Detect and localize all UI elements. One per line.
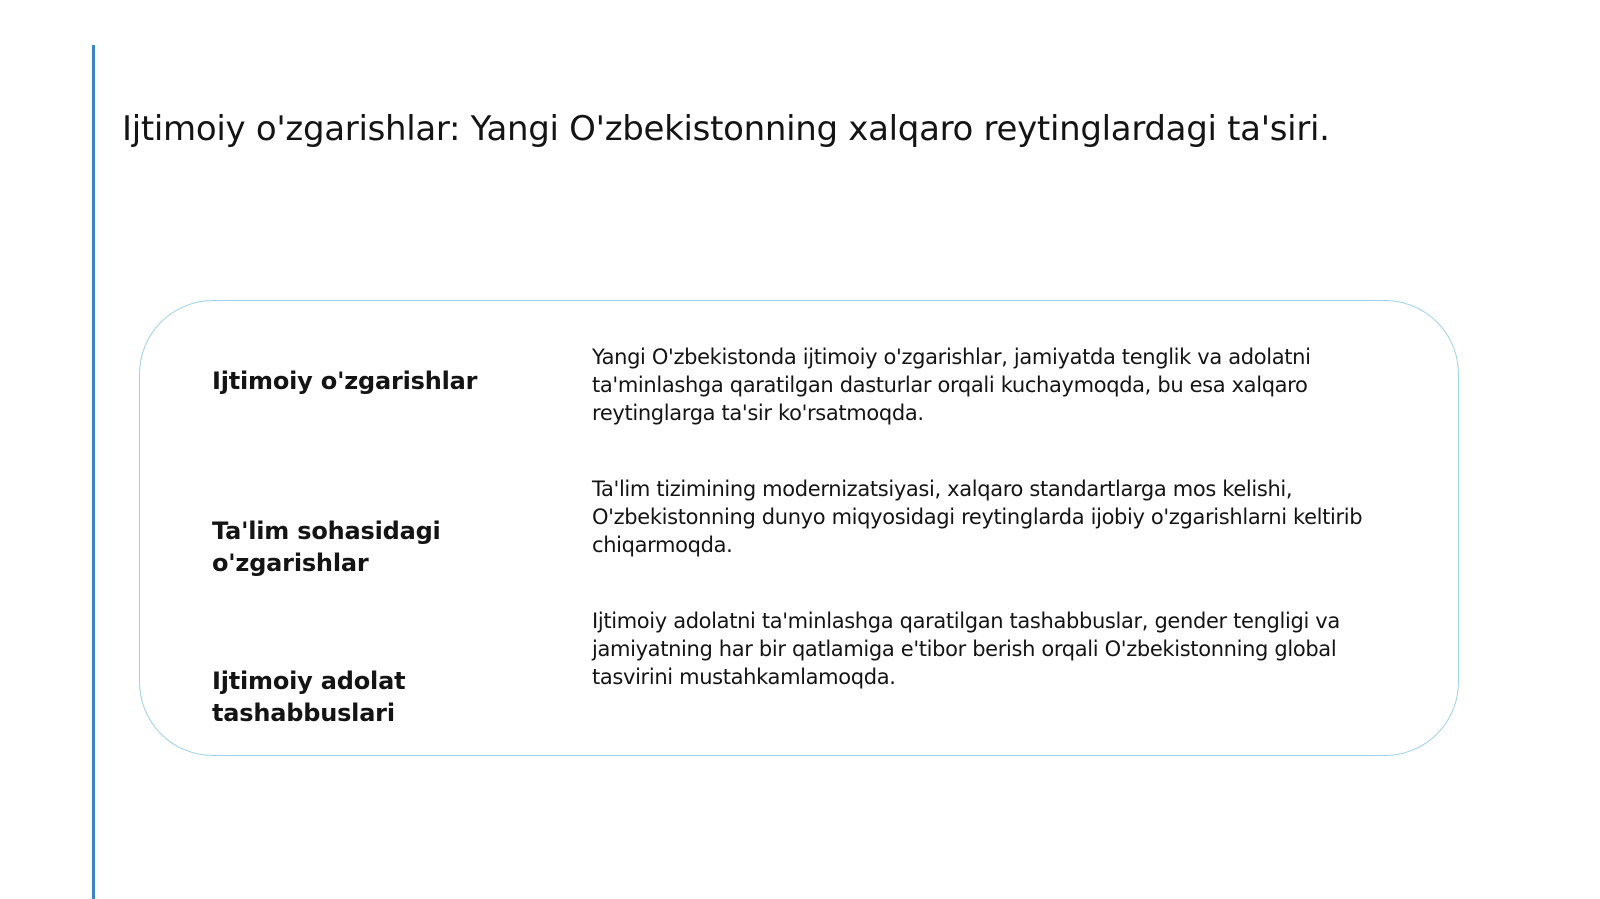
row-text-education-changes: Ta'lim tizimining modernizatsiyasi, xalqaro standartlarga mos kelishi, O'zbekistonning dunyo miqyosidagi reytinglarda ijobiy o'zgarishlarni keltirib chiqarmoqda. (592, 477, 1363, 557)
row-label-social-changes: Ijtimoiy o'zgarishlar (212, 367, 478, 395)
row-label-education-changes: Ta'lim sohasidagi o'zgarishlar (212, 517, 441, 577)
row-label-social-justice: Ijtimoiy adolat tashabbuslari (212, 667, 406, 727)
slide-title: Ijtimoiy o'zgarishlar: Yangi O'zbekistonning xalqaro reytinglardagi ta'siri. (122, 109, 1330, 149)
content-card (139, 300, 1459, 756)
row-text-social-justice: Ijtimoiy adolatni ta'minlashga qaratilgan tashabbuslar, gender tengligi va jamiyatning har bir qatlamiga e'tibor berish orqali O'zbekistonning global tasvirini mustahkamlamoqda. (592, 609, 1340, 689)
row-text-social-changes: Yangi O'zbekistonda ijtimoiy o'zgarishlar, jamiyatda tenglik va adolatni ta'minlashga qaratilgan dasturlar orqali kuchaymoqda, bu esa xalqaro reytinglarga ta'sir ko'rsatmoqda. (592, 345, 1311, 425)
accent-bar (92, 45, 95, 899)
